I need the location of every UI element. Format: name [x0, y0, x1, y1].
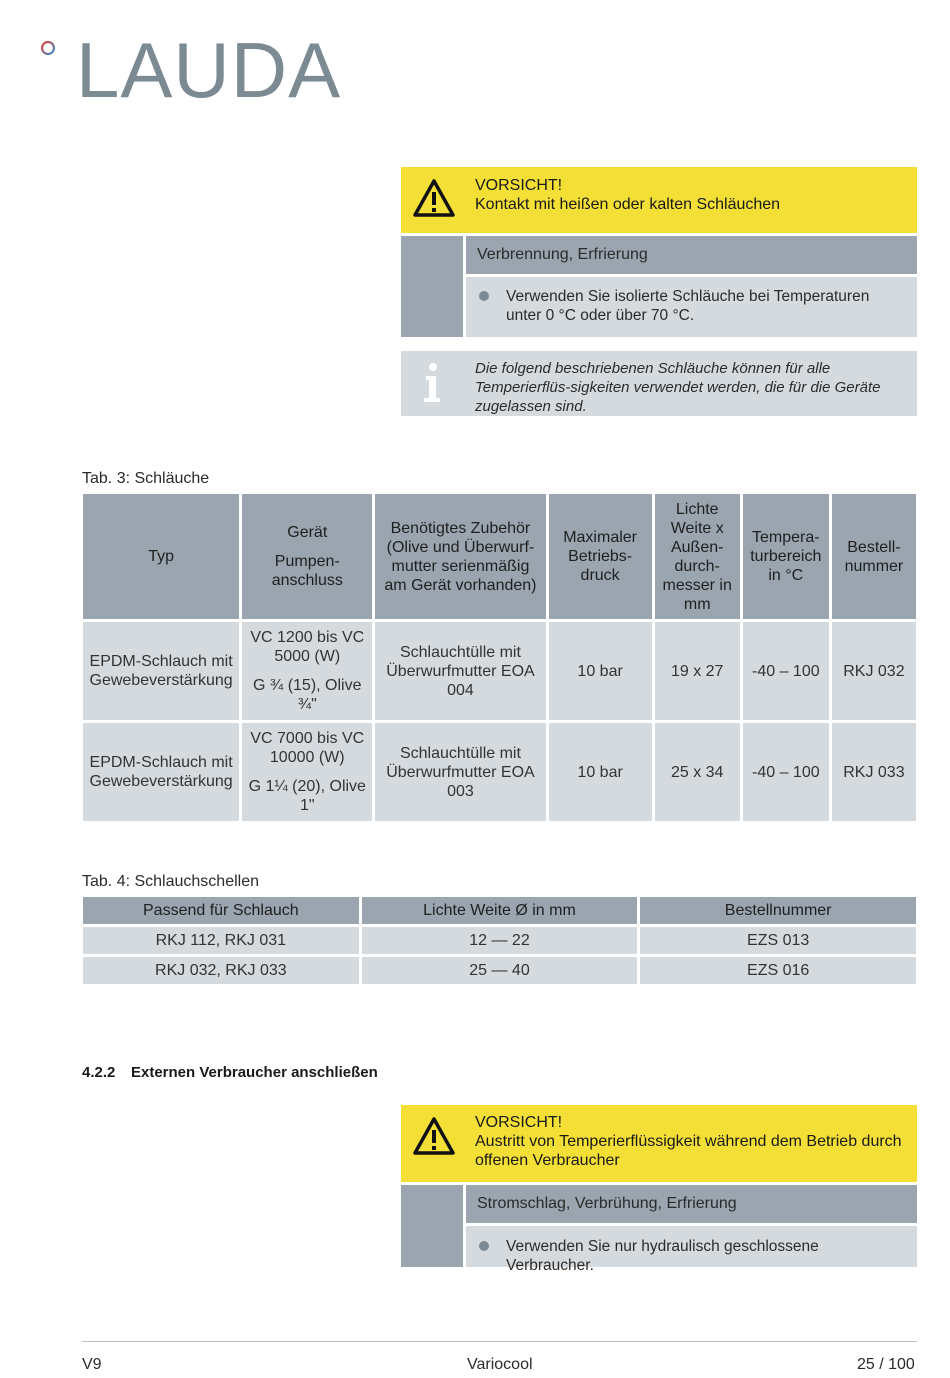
col-temp: Tempera-turbereich in °C: [743, 494, 829, 619]
col-geraet: [242, 494, 372, 619]
col-lichte-weite: Lichte Weite Ø in mm: [362, 897, 638, 924]
cell-geraet-model: VC 1200 bis VC 5000 (W): [250, 629, 365, 665]
cell-typ: EPDM-Schlauch mit Gewebeverstärkung: [83, 622, 239, 720]
measure-text: Verwenden Sie isolierte Schläuche bei Temperaturen unter 0 °C oder über 70 °C.: [506, 288, 870, 324]
hoses-table: [80, 491, 919, 824]
cell-passend: RKJ 112, RKJ 031: [83, 927, 359, 954]
warning-triangle-icon: [412, 1116, 456, 1156]
col-bestellnummer: Bestellnummer: [640, 897, 916, 924]
warning-triangle-icon: [412, 178, 456, 218]
logo-ring-icon: [40, 40, 56, 56]
col-geraet-label: Gerät: [287, 524, 328, 541]
measure-box: [466, 1226, 917, 1274]
info-box: [401, 351, 917, 416]
col-passend: Passend für Schlauch: [83, 897, 359, 924]
cell-weite: 19 x 27: [655, 622, 740, 720]
col-weite: Lichte Weite x Außen-durch-messer in mm: [655, 494, 740, 619]
table-header-row: [83, 494, 916, 619]
table-row: [83, 723, 916, 821]
col-bestell: Bestell-nummer: [832, 494, 916, 619]
cell-bestell: RKJ 032: [832, 622, 916, 720]
cell-bestell: EZS 013: [640, 927, 916, 954]
cell-zubehoer: Schlauchtülle mit Überwurfmutter EOA 003: [375, 723, 545, 821]
cell-weite: 25 x 34: [655, 723, 740, 821]
table-row: [83, 622, 916, 720]
measure-text: Verwenden Sie nur hydraulisch geschlossene Verbraucher.: [506, 1238, 819, 1274]
cell-geraet-model: VC 7000 bis VC 10000 (W): [250, 730, 365, 766]
bullet-icon: [479, 1241, 489, 1251]
col-druck: Maximaler Betriebs-druck: [549, 494, 652, 619]
cell-weite: 12 — 22: [362, 927, 638, 954]
table-row: [83, 927, 916, 954]
cell-bestell: EZS 016: [640, 957, 916, 984]
cell-anschluss: G 1¼ (20), Olive 1": [248, 778, 366, 814]
footer-version: V9: [82, 1356, 102, 1373]
table3-caption: Tab. 3: Schläuche: [82, 470, 210, 487]
cell-geraet: [242, 622, 372, 720]
hazard-label: Stromschlag, Verbrühung, Erfrierung: [466, 1185, 917, 1223]
cell-druck: 10 bar: [549, 622, 652, 720]
cell-typ: EPDM-Schlauch mit Gewebeverstärkung: [83, 723, 239, 821]
clamps-table: [80, 894, 919, 987]
warning-heading: VORSICHT!: [475, 177, 563, 194]
table-header-row: [83, 897, 916, 924]
company-logo: LAUDA: [76, 26, 342, 114]
warning-title: Kontakt mit heißen oder kalten Schläuchen: [475, 196, 781, 213]
col-typ: Typ: [83, 494, 239, 619]
section-number: 4.2.2: [82, 1064, 116, 1081]
hazard-label: Verbrennung, Erfrierung: [466, 236, 917, 274]
cell-passend: RKJ 032, RKJ 033: [83, 957, 359, 984]
footer-divider: [82, 1341, 917, 1342]
warning-title: Austritt von Temperierflüssigkeit während dem Betrieb durch offenen Verbraucher: [475, 1133, 902, 1169]
warning-side-bar: [401, 1185, 463, 1267]
cell-weite: 25 — 40: [362, 957, 638, 984]
cell-temp: -40 – 100: [743, 723, 829, 821]
warning-side-bar: [401, 236, 463, 337]
section-title: Externen Verbraucher anschließen: [131, 1064, 378, 1081]
info-text: Die folgend beschriebenen Schläuche können für alle Temperierflüs-sigkeiten verwendet werden, die für die Geräte zugelassen sind.: [475, 360, 881, 415]
footer-product: Variocool: [467, 1356, 533, 1373]
info-icon: [421, 362, 445, 404]
cell-bestell: RKJ 033: [832, 723, 916, 821]
col-zubehoer: Benötigtes Zubehör (Olive und Überwurf-mutter serienmäßig am Gerät vorhanden): [375, 494, 545, 619]
footer-page-number: 25 / 100: [857, 1356, 915, 1373]
table4-caption: Tab. 4: Schlauchschellen: [82, 873, 259, 890]
cell-druck: 10 bar: [549, 723, 652, 821]
cell-temp: -40 – 100: [743, 622, 829, 720]
cell-anschluss: G ¾ (15), Olive ¾": [253, 677, 362, 713]
warning-heading: VORSICHT!: [475, 1114, 563, 1131]
col-pumpen-label: Pumpen-anschluss: [271, 553, 343, 589]
measure-box: [466, 277, 917, 337]
cell-zubehoer: Schlauchtülle mit Überwurfmutter EOA 004: [375, 622, 545, 720]
table-row: [83, 957, 916, 984]
cell-geraet: [242, 723, 372, 821]
bullet-icon: [479, 291, 489, 301]
